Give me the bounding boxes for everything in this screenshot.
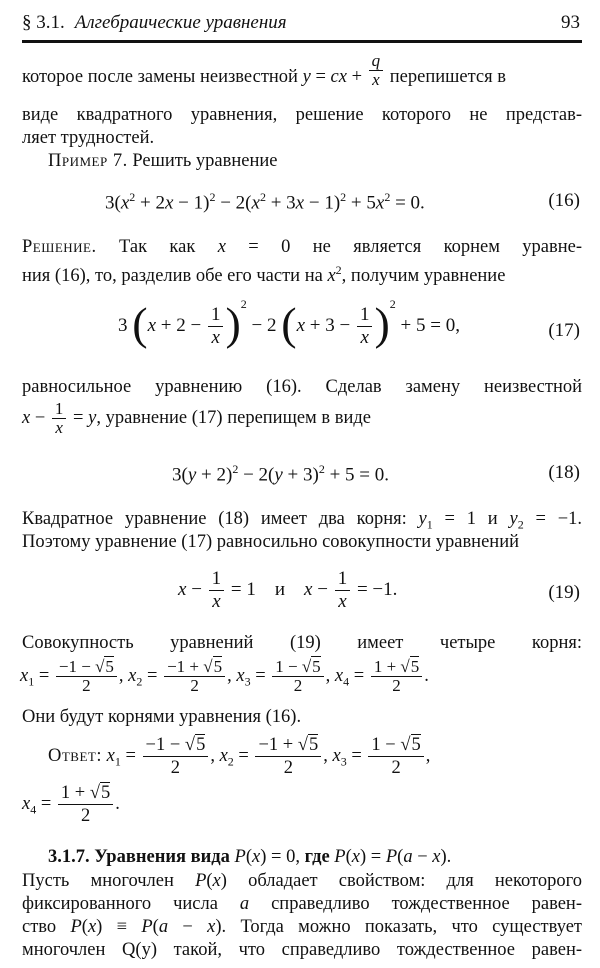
text-line: ство P(x) ≡ P(a − x). Тогда можно показать, что существует (22, 917, 582, 937)
page-number: 93 (561, 12, 580, 33)
text-line: равносильное уравнению (16). Сделав замену неизвестной (22, 377, 582, 397)
text-line: Квадратное уравнение (18) имеет два корня: $y_1 = 1$ и $y_2 = -1$. (22, 509, 583, 532)
text-line: многочлен Q(y) такой, что справедливо тождественное равен- (22, 940, 582, 960)
text-line: Решение. Так как x = 0 не является корнем уравне- (22, 237, 583, 257)
equation-number: (18) (548, 462, 580, 483)
text-line: x − $\frac{1}{x}$ = y, уравнение (17) перепищем в виде (22, 399, 371, 437)
equation-number: (19) (548, 582, 580, 603)
answer-line: Ответ: $x_1$ = $\frac{-1 - √5}{2}$ , $x_2$ = $\frac{-1 + √5}{2}$ , $x_3$ = $\frac{1 - √5}{2}$ , (48, 735, 431, 778)
equation-number: (17) (548, 320, 580, 341)
equation-18: $3(y + 2)^2 - 2(y + 3)^2 + 5 = 0$. (172, 462, 390, 486)
section-title: Алгебраические уравнения (74, 12, 287, 33)
text-line: ляет трудностей. (22, 128, 155, 148)
equation-17: 3 (x + 2 − $\frac{1}{x}$ )$^2$ − 2 (x + 3 − $\frac{1}{x}$ )$^2$ + 5 = 0, (118, 296, 460, 349)
text-line: Они будут корнями уравнения (16). (22, 707, 302, 727)
equation-19: x − $\frac{1}{x}$ = 1 и x − $\frac{1}{x}$ = −1. (178, 568, 398, 612)
text-line: Пусть многочлен P(x) обладает свойством: для некоторого (22, 871, 582, 891)
subsection-heading: 3.1.7. Уравнения вида P(x) = 0, где P(x) = P(a − x). (48, 847, 452, 867)
text-line: Поэтому уравнение (17) равносильно совокупности уравнений (22, 532, 519, 552)
text-line: виде квадратного уравнения, решение которого не представ- (22, 105, 582, 125)
text-line: фиксированного числа a справедливо тождественное равен- (22, 894, 582, 914)
answer-line: $x_4$ = $\frac{1 + √5}{2}$ . (22, 783, 120, 826)
equation-number: (16) (548, 190, 580, 211)
header-section (22, 12, 287, 34)
roots-line: $x_1$ = $\frac{-1 - √5}{2}$ , $x_2$ = $\frac{-1 + √5}{2}$ , $x_3$ = $\frac{1 - √5}{2}$ , $x_4$ = $\frac{1 + √5}{2}$ . (20, 657, 429, 695)
page-header (22, 10, 582, 43)
text-line: ния (16), то, разделив обе его части на $x^2$, получим уравнение (22, 263, 506, 287)
section-number: § 3.1. (22, 12, 65, 33)
text-line: которое после замены неизвестной y = cx + $\frac{q}{x}$ перепишется в (22, 51, 506, 90)
text-line: Совокупность уравнений (19) имеет четыре корня: (22, 633, 582, 653)
equation-16: $3(x^2 + 2x - 1)^2 - 2(x^2 + 3x - 1)^2 + 5x^2 = 0$. (105, 190, 425, 214)
example-heading: Пример 7. Решить уравнение (48, 151, 278, 171)
